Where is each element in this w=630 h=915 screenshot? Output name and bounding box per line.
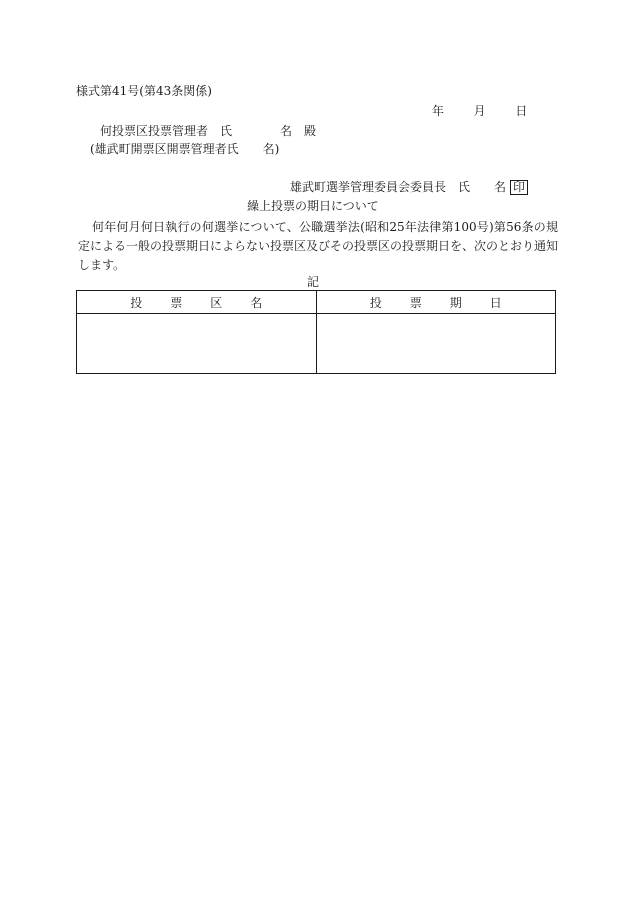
date-line <box>432 104 527 118</box>
date-day: 日 <box>515 104 528 118</box>
header-voting-date: 投票期日 <box>316 291 555 314</box>
form-number: 様式第41号(第43条関係) <box>76 84 212 98</box>
cell-precinct-name <box>77 314 316 375</box>
recipient-line-1: 何投票区投票管理者 氏 名 殿 <box>100 124 317 138</box>
sender-text: 雄武町選挙管理委員会委員長 氏 名 <box>290 180 507 194</box>
table-row <box>77 314 555 375</box>
date-month: 月 <box>473 104 486 118</box>
ki-heading: 記 <box>307 275 320 289</box>
cell-voting-date <box>316 314 555 375</box>
notice-table <box>76 290 556 374</box>
date-year: 年 <box>432 104 445 118</box>
document-subject: 繰上投票の期日について <box>247 199 379 213</box>
recipient-line-2: (雄武町開票区開票管理者氏 名) <box>90 142 280 156</box>
header-precinct-name: 投票区名 <box>77 291 316 314</box>
seal-box: 印 <box>510 180 528 195</box>
body-paragraph: 何年何月何日執行の何選挙について、公職選挙法(昭和25年法律第100号)第56条の規定による一般の投票期日によらない投票区及びその投票区の投票期日を、次のとおり通知します。 <box>78 220 559 272</box>
sender-line <box>290 180 528 195</box>
table-header-row <box>77 291 555 314</box>
